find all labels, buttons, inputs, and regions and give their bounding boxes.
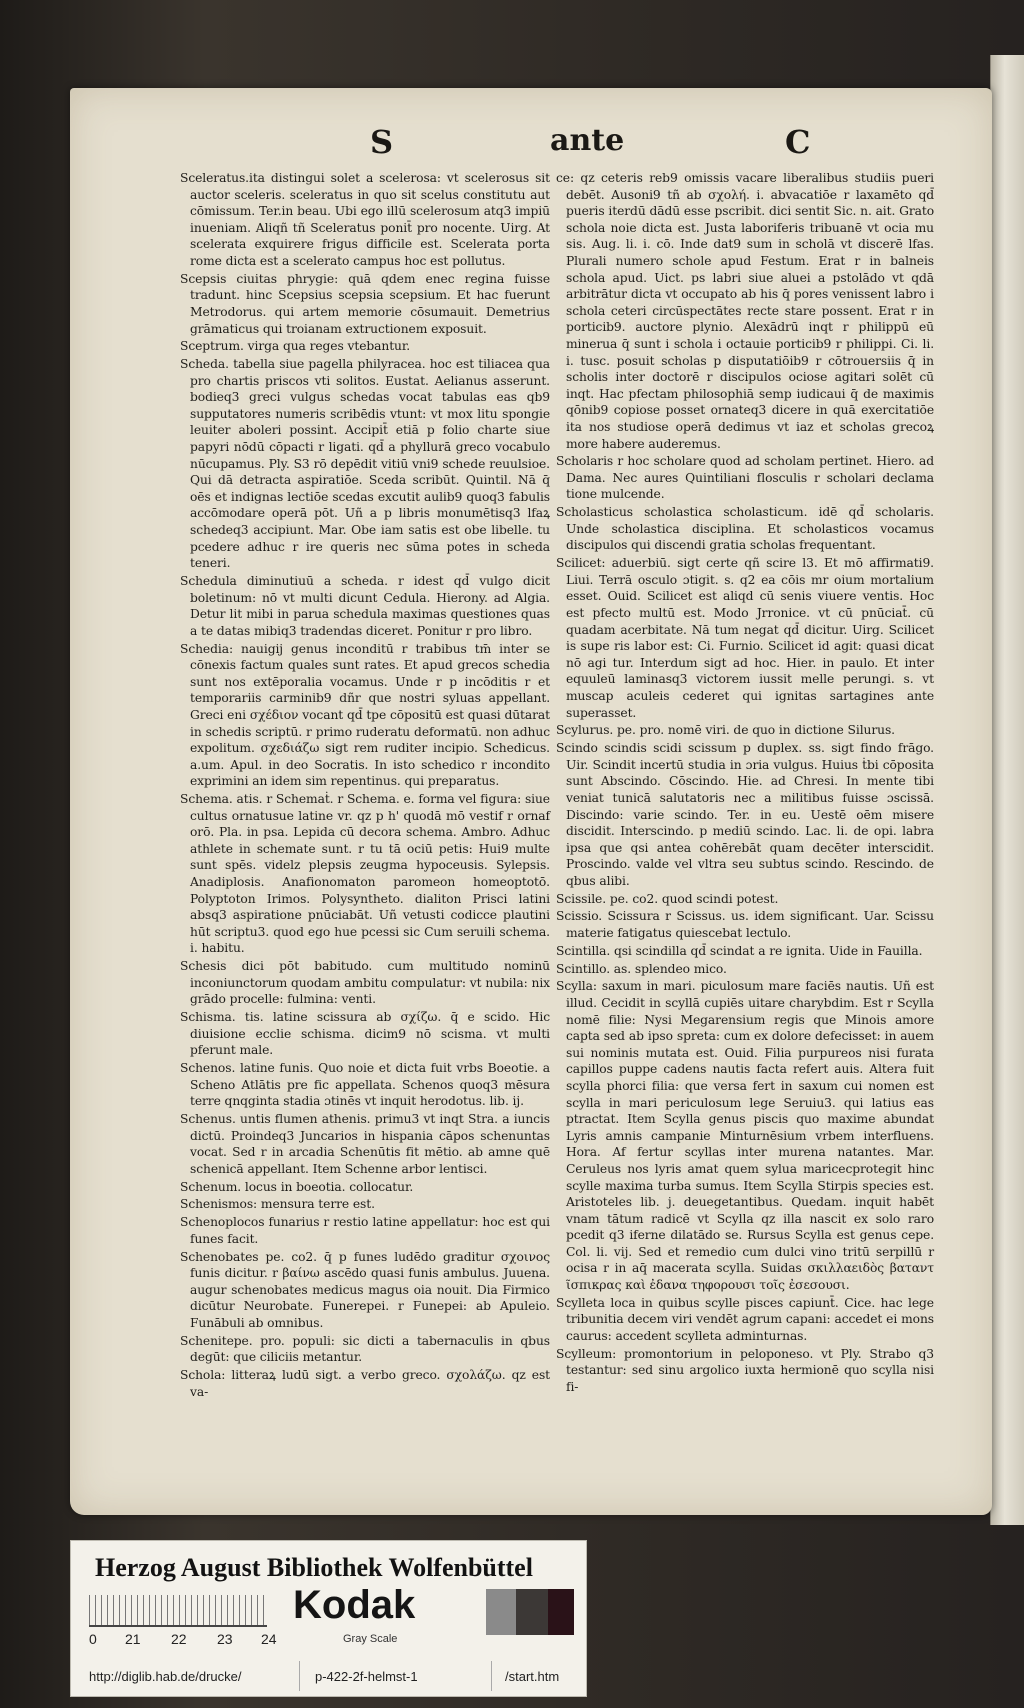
dictionary-entry: Schenum. locus in boeotia. collocatur. [180, 1179, 414, 1194]
gray-patch-mid [486, 1589, 516, 1635]
kodak-logo: Kodak [293, 1583, 416, 1627]
dictionary-entry: Scylla: saxum in mari. piculosum mare faciēs nautis. Uñ est illud. Cecidit in scyllā cupiēs uitare charybdim. Est r Scylla nomē filie: Nysi Megarensium regis que Minois amore capta sed ab ipso spreta: cum ex dolore defecisset: in auem sui nominis mutata est. Ouid. Filia purpureos nisi furata capillos puppe cadens nautis facta refert auis. Altera fuit scylla phorci filia: que versa fert in saxum cui nomen est scylla in mari periculosum lege Seruiu3. qui latius eas ptractat. Item Scylla genus piscis quo maxime abundat Lyris amnis campanie Minturnēsium vrbem interfluens. Hora. Af fertur scyllas inter murena natantes. Mar. Ceruleus nos lyris amat quem sylua maricecprotegit hinc scylle maxima turba sumus. Item Scylla Stirpis species est. Aristoteles lib. j. deuegetantibus. Quedam. inquit habēt vnam tātum radicē vt Scylla qz illa nascit ex solo raro pcedit q3 iferne dilatādo se. Rursus Scylla est genus cepe. Col. li. vij. Sed et remedio cum dulci vino tritū serpillū r ocisa r in aq̄ macerata scylla. Suidas σκιλλαειδὸς βαταντ ῖσπικρας καὶ ἐδανα τηφορουσι τοῖς ἐσεσουσι. [556, 979, 934, 1293]
dictionary-entry: Schedula diminutiuū a scheda. r idest qd̄ vulgo dicit boletinum: nō vt multi dicunt Cedula. Hierony. ad Algia. Detur lit mibi in parua schedula maximas questiones quas a te datas mibiq3 tradendas diceret. Ponitur r pro libro. [180, 574, 550, 638]
dictionary-entry: Schedia: nauigij genus inconditū r trabibus tm̄ inter se cōnexis factum quales sunt rates. Et apud grecos schedia sunt nos extēporalia vocamus. Unde r p incōditis r et temporariis carminib9 dñr que nostri syluas appellant. Greci eni σχέδιον vocant qd̄ tpe cōpositū est quasi dūtarat in schedis scriptū. r primo ruderatu deformatū. non adhuc expolitum. σχεδιάζω sigt rem ruditer incipio. Schedicus. a.um. Apul. in deo Socratis. In isto schedico r incondito exprimini an idem sim repentinus. qui preparatus. [180, 641, 550, 789]
dictionary-entry: Schisma. tis. latine scissura ab σχίζω. q̄ e scido. Hic diuisione ecclie schisma. dicim9 nō scisma. vt multi pferunt male. [180, 1010, 550, 1058]
gray-patch-dark [516, 1589, 548, 1635]
dictionary-entry: Scylurus. pe. pro. nomē viri. de quo in dictione Silurus. [556, 723, 895, 738]
dictionary-entry: Scintilla. qsi scindilla qd̄ scindat a re ignita. Uide in Fauilla. [556, 943, 923, 958]
dictionary-entry: Schenismos: mensura terre est. [180, 1197, 375, 1212]
page-header-center: ante [550, 123, 625, 158]
left-text-column [180, 170, 550, 1402]
ruler-label: 23 [217, 1631, 233, 1647]
dictionary-entry: Schenobates pe. co2. q̄ p funes ludēdo graditur σχοινος funis dicitur. r βαίνω ascēdo quasi funis ambulus. Juuena. augur schenobates medicus magus oia nouit. Dia Firmico dicūtur Neurobate. Funerepei. r Funepei: ab Apuleio. Funābuli ab omnibus. [180, 1249, 550, 1330]
start-page-link[interactable]: /start.htm [505, 1669, 560, 1684]
ruler-label: 22 [171, 1631, 187, 1647]
dictionary-entry: Sceleratus.ita distingui solet a scelerosa: vt scelerosus sit auctor sceleris. sceleratus in quo sit scelus constitutu aut cōmissum. Ter.in beau. Ubi ego illū scelerosum atq3 impiū inueniam. Aliqñ tñ Sceleratus ponit̄ pro nocente. Uirg. At scelerata exquirere frigus difficile est. Scelerata porta rome dicta est a scelerato campus hoc est pollutus. [180, 171, 550, 268]
dictionary-entry: Scissio. Scissura r Scissus. us. idem significant. Uar. Scissu materie fatigatus quiescebat lectulo. [556, 909, 934, 941]
digital-library-url[interactable]: http://diglib.hab.de/drucke/ [89, 1669, 242, 1684]
page-header-left: S [370, 123, 394, 161]
dictionary-entry: Schesis dici pōt babitudo. cum multitudo nominū inconiunctorum quodam ambitu compulatur: vt nubila: nix grādo procelle: fulmina: venti. [180, 959, 550, 1007]
ruler-label: 24 [261, 1631, 277, 1647]
library-name: Herzog August Bibliothek Wolfenbüttel [95, 1553, 533, 1582]
dictionary-entry: Schola: litteraꝝ ludū sigt. a verbo greco. σχολάζω. qz est va- [180, 1368, 550, 1399]
book-page [70, 88, 992, 1515]
dictionary-entry: Scilicet: aduerbiū. sigt certe qñ scire l3. Et mō affirmati9. Liui. Terrā osculo ɔtigit. s. q2 ea cōis mr oium mortalium esset. Ouid. Scilicet est aliqd cū senis viuere ventis. Hoc est pfecto multū est. Modo Jrronice. vt cū pnūciat̄. cū quadam acerbitate. Nā tum negat qd̄ dicitur. Uirg. Scilicet is supe ris labor est: Ci. Furnio. Scilicet id agit: quasi dicat nō agi tur. Interdum sigt ad hoc. Hier. in paulo. Et inter equuleū laminasq3 victorem iussit melle perungi. s. vt muscap aculeis cederet qui ignitas sartagines ante superasset. [556, 556, 934, 720]
dictionary-entry: Schenoplocos funarius r restio latine appellatur: hoc est qui funes facit. [180, 1215, 550, 1246]
dictionary-entry: Scheda. tabella siue pagella philyracea. hoc est tiliacea qua pro chartis priscos vti solitos. Eustat. Aelianus asserunt. bodieq3 greci vulgus schedas vocat tabulas eas qb9 supputatores numeris scribēdis vtunt: vt mox litu spongie leuiter aboleri possint. Accipit̄ etiā p folio charte siue papyri nōdū cōpacti r ligati. qd̄ a phyllurā greco vocabulo nūcupamus. Ply. S3 rō depēdit vitiū vni9 schede reuulsioe. Qui dā detracta aspiratiōe. Sceda scribūt. Quintil. Nā q̄ oēs et indignas lectiōe scedas excutit aulib9 quoq3 fabulis accōmodare operā pōt. Uñ a p libris monumētisq3 lfaꝝ schedeq3 accipiunt. Mar. Obe iam satis est obe libelle. tu pcedere adhuc r ire queris nec sūma potes in scheda teneri. [180, 357, 550, 571]
dictionary-entry: Schenitepe. pro. populi: sic dicti a tabernaculis in qbus degūt: que ciliciis metantur. [180, 1333, 550, 1365]
footer-divider [491, 1661, 492, 1691]
gray-patch-black [548, 1589, 574, 1635]
item-id: p-422-2f-helmst-1 [315, 1669, 418, 1684]
dictionary-entry: Scindo scindis scidi scissum p duplex. ss. sigt findo frāgo. Uir. Scindit incertū studia in ɔria vulgus. Huius ṫbi cōposita sunt Abscindo. Cōscindo. Hie. ad Chresi. In mente tibi veniat tunicā salutatoris nec a militibus fuisse ɔscissā. Discindo: varie scindo. Ter. in eu. Uestē oēm misere discidit. Interscindo. p mediū scindo. Lac. li. de opi. labra ipsa que qsi antea cohērebāt quam decēter interscidit. Proscindo. valde vel vltra seu subtus scindo. Rescindo. de qbus alibi. [556, 741, 934, 888]
measurement-ruler [89, 1595, 267, 1627]
dictionary-entry: Scissile. pe. co2. quod scindi potest. [556, 891, 779, 906]
dictionary-entry: Scholaris r hoc scholare quod ad scholam pertinet. Hiero. ad Dama. Nec aures Quintiliani flosculis r scholari declama tione mulcende. [556, 454, 934, 502]
footer-divider [299, 1661, 300, 1691]
dictionary-entry: Schema. atis. r Schemaṫ. r Schema. e. forma vel figura: siue cultus ornatusue latine vr. qz p h' quodā mō vestif r ornaf orō. Pla. in psa. Lepida cū decora schema. Ambro. Adhuc athlete in schemate sunt. r tu tā ociū petis: Hui9 multe sunt spēs. videlz plepsis zeugma hypoceusis. Sylepsis. Anadiplosis. Anafionomaton paromeon homeoptotō. Polyptoton Irimos. Polysyntheto. dialiton Prisci latini absq3 aspiratione pnūciabāt. Uñ vetusti codicce plautini hūt scriptu3. quod ego hue pcessi sic Cum seruili schema. i. habitu. [180, 792, 550, 956]
dictionary-entry: Scepsis ciuitas phrygie: quā qdem enec regina fuisse tradunt. hinc Scepsius scepsia scepsium. Et hac fuerunt Metrodorus. qui artem memorie cōsumauit. Demetrius grāmaticus qui troianam extructionem exposuit. [180, 271, 550, 336]
dictionary-entry: ce: qz ceteris reb9 omissis vacare liberalibus studiis pueri debēt. Ausoni9 tñ ab σχολή. i. abvacatiōe r laxamēto qd̄ pueris iterdū dādū esse pscribit. dici sentit Sic. n. ait. Grato schola noie dicta est. Justa laboriferis tribuanē vt ocia mu sis. Aug. li. i. cō. Inde dat9 sum in scholā vt discerē lfas. Plurali numero schole apud Festum. Erat r in balneis schola apud. Uict. ps labri siue aluei a pstolādo vt qdā arbitrātur dicta vt occupato ab his q̄ pores venissent labro i schola ceteri circūspectātes recte stare possent. Erat r in porticib9. auctore plynio. Alexādrū inqt r philippū eū minerua q̄ sunt i schola i octauie porticib9 r philippi. Ci. li. i. tusc. posuit scholas p disputatiōib9 r cōtrouersiis q̄ in scholis inter doctorē r discipulos ociose agitari solēt cū inqt. Hac pfectam philosophiā semp iudicaui q̄ de maximis qōnib9 copiose posset ornateq3 dicere in quā exercitatiōe ita nos studiose operā dedimus vt iaz et scholas grecoꝝ more habere auderemus. [556, 171, 934, 451]
dictionary-entry: Scholasticus scholastica scholasticum. idē qd̄ scholaris. Unde scholastica disciplina. Et scholasticos vocamus discipulos qui discendi gratia scholas frequentant. [556, 505, 934, 553]
right-text-column [556, 170, 934, 1397]
dictionary-entry: Scylleta loca in quibus scylle pisces capiunt̄. Cice. hac lege tribunitia decem viri vendēt agrum capani: accedet ei mons caurus: accedent scylleta adminturnas. [556, 1295, 934, 1344]
dictionary-entry: Scintillo. as. splendeo mico. [556, 961, 727, 976]
next-page-edge [990, 55, 1024, 1525]
dictionary-entry: Sceptrum. virga qua reges vtebantur. [180, 339, 411, 354]
color-target-card [70, 1540, 587, 1697]
dictionary-entry: Scylleum: promontorium in peloponeso. vt Ply. Strabo q3 testantur: sed sinu argolico iuxta hermionē quo scylla nisi fi- [556, 1346, 934, 1394]
page-header-right: C [785, 123, 811, 161]
dictionary-entry: Schenos. latine funis. Quo noie et dicta fuit vrbs Boeotie. a Scheno Atlātis pre fic appellata. Schenos quoq3 mēsura terre qnqginta stadia ɔtinēs vt inquit herodotus. lib. ij. [180, 1061, 550, 1109]
gray-scale-label: Gray Scale [343, 1633, 398, 1645]
ruler-label: 21 [125, 1631, 141, 1647]
ruler-label: 0 [89, 1631, 97, 1647]
dictionary-entry: Schenus. untis flumen athenis. primu3 vt inqt Stra. a iuncis dictū. Proindeq3 Juncarios in hispania cāpos schenuntas vocat. Sed r in arcadia Schenūtis fit mētio. ab amne quē schenicā appellant. Item Schenne arbor lentisci. [180, 1112, 550, 1176]
